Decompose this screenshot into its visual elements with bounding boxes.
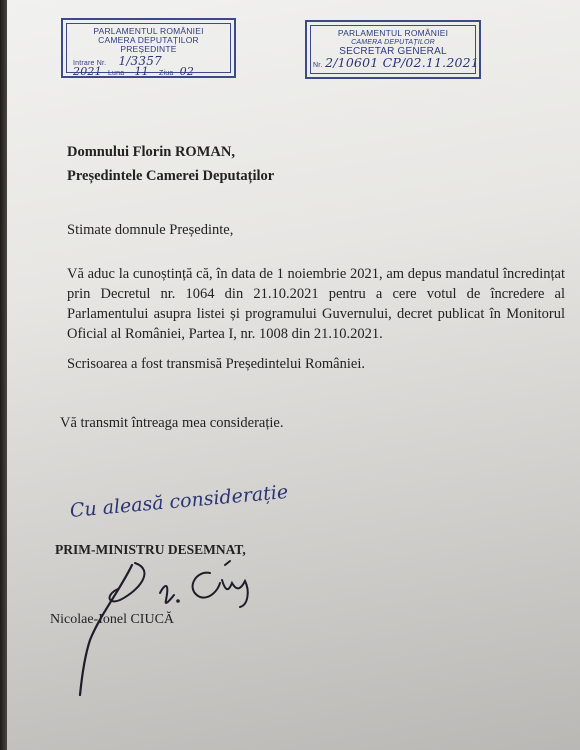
handwritten-signature xyxy=(60,545,280,705)
stamp-year: 2021 xyxy=(73,65,102,78)
stamp-right-line-3: SECRETAR GENERAL xyxy=(339,46,447,57)
stamp-right-nr-value: 2/10601 CP/02.11.2021 xyxy=(325,55,479,70)
addressee-name: Domnului Florin ROMAN, xyxy=(67,144,235,160)
stamp-right-line-1: PARLAMENTUL ROMÂNIEI xyxy=(337,28,449,38)
stamp-luna-label: Luna xyxy=(107,70,125,77)
stamp-line-3: PREȘEDINTE xyxy=(120,44,177,54)
stamp-intrare-value: 1/3357 xyxy=(118,54,162,68)
registration-stamp-secretary xyxy=(305,20,481,79)
page-edge-shadow xyxy=(0,0,7,750)
stamp-ziua-label: Ziua xyxy=(159,70,174,77)
registration-stamp-president xyxy=(61,18,236,78)
stamp-ziua-value: 02 xyxy=(179,65,195,78)
stamp-luna-value: 11 xyxy=(134,65,149,78)
stamp-line-1: PARLAMENTUL ROMÂNIEI xyxy=(93,26,204,36)
stamp-intrare-label: Intrare Nr. xyxy=(73,60,107,67)
main-paragraph: Vă aduc la cunoștință că, în data de 1 noiembrie 2021, am depus mandatul încredințat prin Decretul nr. 1064 din 21.10.2021 pentru a cere votul de încredere al Parlamentului asupra listei și programului Guvernului, decret publicat în Monitorul Oficial al României, Partea I, nr. 1008 din 21.10.2021. xyxy=(67,266,565,342)
addressee-title: Președintele Camerei Deputaților xyxy=(67,168,275,184)
signatory-title: PRIM-MINISTRU DESEMNAT, xyxy=(55,542,246,557)
stamp-right-line-2: CAMERA DEPUTAȚILOR xyxy=(351,39,435,46)
closing-line: Vă transmit întreaga mea considerație. xyxy=(60,415,284,431)
salutation: Stimate domnule Președinte, xyxy=(67,222,234,238)
transmission-note: Scrisoarea a fost transmisă Președintelui României. xyxy=(67,356,365,372)
signatory-name: Nicolae-Ionel CIUCĂ xyxy=(50,612,175,627)
handwritten-note: Cu aleasă considerație xyxy=(69,480,289,522)
stamp-line-2: CAMERA DEPUTAȚILOR xyxy=(98,35,199,45)
stamp-right-nr-label: Nr. xyxy=(313,62,323,69)
